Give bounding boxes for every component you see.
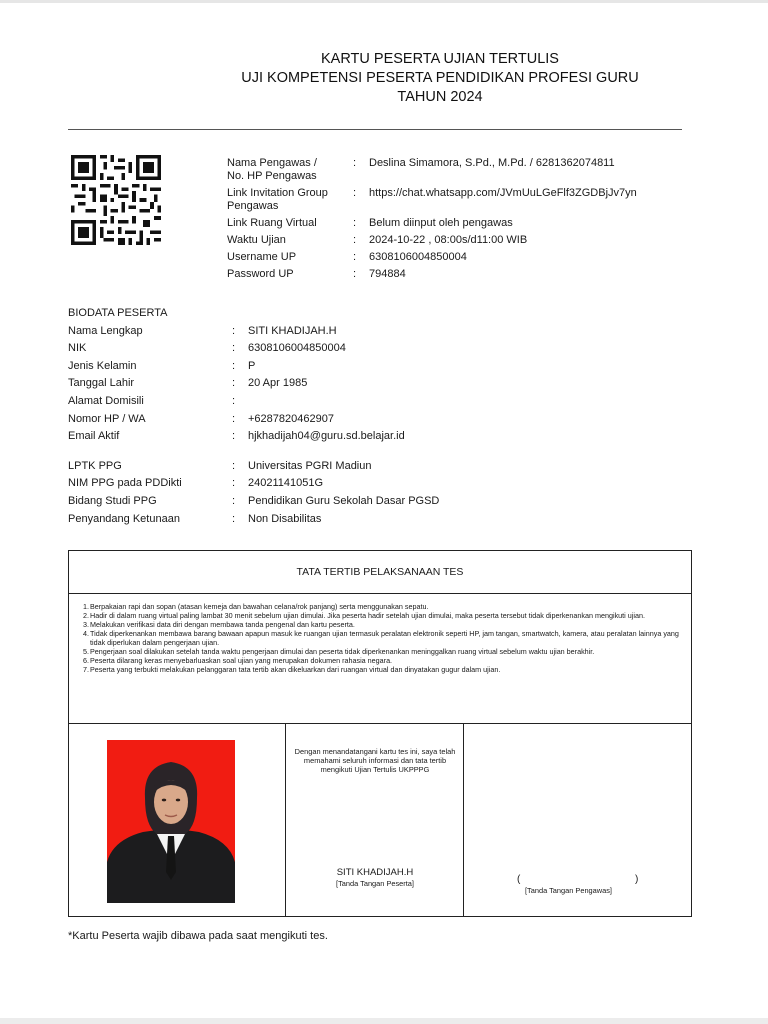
rule-item: 1. Berpakaian rapi dan sopan (atasan kemeja dan bawahan celana/rok panjang) serta menggunakan sepatu. <box>83 602 429 611</box>
rule-item: 2. Hadir di dalam ruang virtual paling lambat 30 menit sebelum ujian dimulai. Jika peserta hadir setelah ujian dimulai, maka peserta tersebut tidak diperkenankan mengikuti ujian. <box>83 611 645 620</box>
footnote: *Kartu Peserta wajib dibawa pada saat mengikuti tes. <box>68 930 328 942</box>
rule-item: 3. Melakukan verifikasi data diri dengan membawa tanda pengenal dan kartu peserta. <box>83 620 355 629</box>
bio-value: Universitas PGRI Madiun <box>248 459 372 472</box>
exam-value: 2024-10-22 , 08:00s/d11:00 WIB <box>369 234 528 246</box>
bio-value: 20 Apr 1985 <box>248 377 308 390</box>
exam-label: Waktu Ujian <box>227 234 286 246</box>
bio-label: Jenis Kelamin <box>68 359 137 372</box>
title-line-3: TAHUN 2024 <box>397 89 483 105</box>
rules-title: TATA TERTIB PELAKSANAAN TES <box>69 551 691 594</box>
exam-row-time: Waktu Ujian : 2024-10-22 , 08:00s/d11:00 WIB <box>227 234 697 247</box>
test-rules-box <box>68 550 692 724</box>
bio-label: NIK <box>68 342 87 355</box>
exam-label: Link Ruang Virtual <box>227 217 317 229</box>
bio-label: LPTK PPG <box>68 459 122 472</box>
declaration-text: Dengan menandatangani kartu tes ini, saya telah memahami seluruh informasi dan tata tertib mengikuti Ujian Tertulis UKPPPG <box>294 747 456 775</box>
bio-row: Nomor HP / WA : +6287820462907 <box>68 412 568 430</box>
bio-value: Pendidikan Guru Sekolah Dasar PGSD <box>248 494 440 507</box>
participant-photo <box>107 740 235 903</box>
exam-row-username: Username UP : 6308106004850004 <box>227 251 697 264</box>
supervisor-signature-cell <box>464 724 691 916</box>
rule-item: 7. Peserta yang terbukti melakukan pelanggaran tata tertib akan dikeluarkan dari ruangan virtual dan dinyatakan gugur dalam ujian. <box>83 665 501 674</box>
bio-value: 6308106004850004 <box>248 342 346 355</box>
bio-row: Alamat Domisili : <box>68 394 568 412</box>
bio-label: Alamat Domisili <box>68 394 144 407</box>
supervisor-signature-label: [Tanda Tangan Pengawas] <box>525 886 612 895</box>
group-invitation-link[interactable]: https://chat.whatsapp.com/JVmUuLGeFlf3ZGDBjJv7yn <box>369 187 637 199</box>
bio-label: Bidang Studi PPG <box>68 494 157 507</box>
title-divider <box>68 129 682 130</box>
participant-signature-cell <box>286 724 464 916</box>
title-line-1: KARTU PESERTA UJIAN TERTULIS <box>321 51 559 67</box>
photo-cell <box>69 724 286 916</box>
bio-value: +6287820462907 <box>248 412 334 425</box>
bio-label: NIM PPG pada PDDikti <box>68 477 182 490</box>
exam-row-virtual-room: Link Ruang Virtual : Belum diinput oleh pengawas <box>227 217 697 230</box>
exam-label: Password UP <box>227 268 294 280</box>
paren-close: ) <box>635 874 639 885</box>
bio-label: Penyandang Ketunaan <box>68 512 180 525</box>
title-line-2: UJI KOMPETENSI PESERTA PENDIDIKAN PROFESI GURU <box>241 70 639 86</box>
participant-signature-label: [Tanda Tangan Peserta] <box>336 879 414 888</box>
exam-label-2: Pengawas <box>227 200 279 212</box>
bio-label: Email Aktif <box>68 430 120 443</box>
exam-row-supervisor: Nama Pengawas / No. HP Pengawas : Deslina Simamora, S.Pd., M.Pd. / 6281362074811 <box>227 157 697 183</box>
bio-value: hjkhadijah04@guru.sd.belajar.id <box>248 430 405 443</box>
rule-item: 6. Peserta dilarang keras menyebarluaskan soal ujian yang merupakan dokumen rahasia negara. <box>83 656 393 665</box>
bio-value: SITI KHADIJAH.H <box>248 324 337 337</box>
rule-item: 4. Tidak diperkenankan membawa barang bawaan apapun masuk ke ruangan ujian termasuk peralatan elektronik seperti HP, jam tangan, smartwatch, kamera, atau peralatan lainnya yang tidak diperlukan dalam pengerjaan ujian. <box>83 629 679 647</box>
bottom-edge <box>0 1018 768 1024</box>
bio-label: Nomor HP / WA <box>68 412 146 425</box>
exam-info <box>227 157 697 285</box>
exam-value: 794884 <box>369 268 406 280</box>
signature-section <box>68 723 692 917</box>
participant-name: SITI KHADIJAH.H <box>336 867 414 878</box>
bio-label: Nama Lengkap <box>68 324 143 337</box>
exam-value: Deslina Simamora, S.Pd., M.Pd. / 6281362074811 <box>369 157 615 169</box>
bio-row: LPTK PPG : Universitas PGRI Madiun <box>68 459 568 477</box>
rule-item: 5. Pengerjaan soal dilakukan setelah tanda waktu pengerjaan dimulai dan peserta tidak diperkenankan meninggalkan ruang virtual sebelum waktu ujian berakhir. <box>83 647 595 656</box>
bio-row: Jenis Kelamin : P <box>68 359 568 377</box>
exam-label-2: No. HP Pengawas <box>227 170 317 182</box>
exam-row-group-link: Link Invitation Group Pengawas : https://chat.whatsapp.com/JVmUuLGeFlf3ZGDBjJv7yn <box>227 187 697 213</box>
bio-row: NIM PPG pada PDDikti : 24021141051G <box>68 476 568 494</box>
bio-row: Penyandang Ketunaan : Non Disabilitas <box>68 512 568 530</box>
bio-label: Tanggal Lahir <box>68 377 135 390</box>
exam-label: Nama Pengawas / <box>227 157 317 169</box>
card-title <box>180 50 700 107</box>
qr-code-icon <box>68 155 164 245</box>
exam-label: Username UP <box>227 251 297 263</box>
bio-row: Bidang Studi PPG : Pendidikan Guru Sekolah Dasar PGSD <box>68 494 568 512</box>
bio-value: 24021141051G <box>248 477 324 490</box>
participant-biodata <box>68 306 568 529</box>
top-edge <box>0 0 768 3</box>
exam-value: Belum diinput oleh pengawas <box>369 217 513 229</box>
rules-list <box>69 594 691 674</box>
bio-value: Non Disabilitas <box>248 512 322 525</box>
exam-value: 6308106004850004 <box>369 251 467 263</box>
bio-row: Nama Lengkap : SITI KHADIJAH.H <box>68 324 568 342</box>
bio-value <box>248 394 568 412</box>
paren-open: ( <box>517 874 521 885</box>
bio-row: NIK : 6308106004850004 <box>68 341 568 359</box>
exam-row-password: Password UP : 794884 <box>227 268 697 281</box>
exam-label: Link Invitation Group <box>227 187 328 199</box>
bio-row: Tanggal Lahir : 20 Apr 1985 <box>68 376 568 394</box>
biodata-heading: BIODATA PESERTA <box>68 307 168 319</box>
bio-value: P <box>248 359 256 372</box>
bio-row: Email Aktif : hjkhadijah04@guru.sd.belajar.id <box>68 429 568 447</box>
